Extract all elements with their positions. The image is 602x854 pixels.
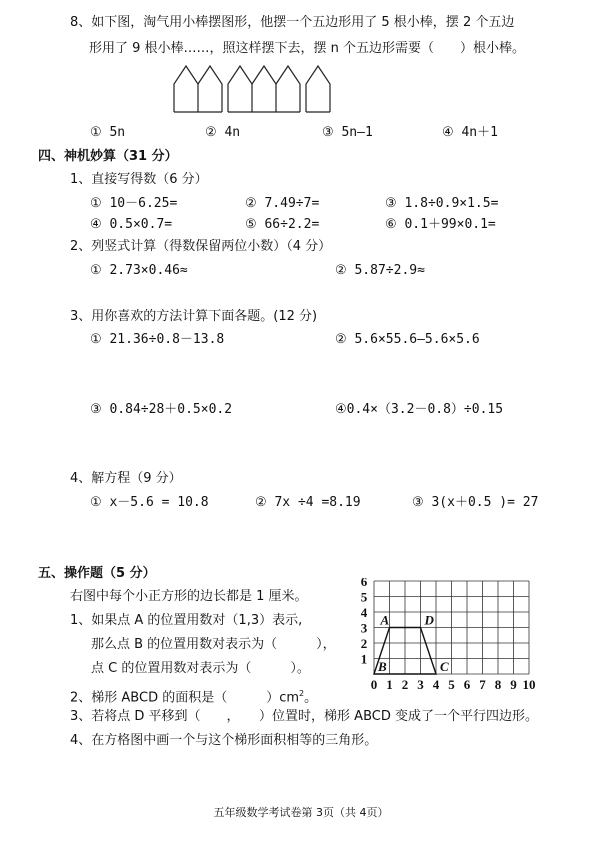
operation-q2-superscript: 2 — [299, 689, 305, 698]
operation-q3: 3、若将点 D 平移到（ ， ）位置时，梯形 ABCD 变成了一个平行四边形。 — [70, 709, 538, 724]
y-axis-label: 2 — [360, 636, 368, 651]
point-label-a: A — [380, 612, 390, 628]
pentagon-matchstick-figure — [172, 64, 342, 114]
part-3-title: 3、用你喜欢的方法计算下面各题。(12 分) — [70, 309, 318, 324]
method-calc-1: ① 21.36÷0.8－13.8 — [90, 332, 225, 347]
y-axis-label: 4 — [360, 605, 368, 620]
operation-q1-line-1: 1、如果点 A 的位置用数对（1,3）表示, — [70, 613, 303, 628]
coordinate-grid — [356, 578, 546, 700]
calc-item-3: ③ 1.8÷0.9×1.5= — [385, 196, 499, 211]
x-axis-label: 4 — [432, 677, 440, 692]
operation-q2-text: 2、梯形 ABCD 的面积是（ ）cm — [70, 690, 300, 706]
calc-item-1: ① 10－6.25= — [90, 196, 178, 211]
equation-1: ① x－5.6 = 10.8 — [90, 495, 209, 510]
operation-q1-line-3: 点 C 的位置用数对表示为（ ）。 — [91, 661, 310, 676]
y-axis-label: 5 — [360, 589, 368, 605]
operation-q1-line-2: 那么点 B 的位置用数对表示为（ ）， — [91, 637, 336, 652]
operation-intro: 右图中每个小正方形的边长都是 1 厘米。 — [70, 589, 308, 604]
y-axis-label: 6 — [360, 578, 368, 589]
method-calc-4: ④0.4×（3.2－0.8）÷0.15 — [335, 402, 504, 417]
x-axis-label: 9 — [510, 677, 517, 692]
section-4-title: 四、神机妙算（31 分） — [38, 149, 178, 164]
x-axis-label: 8 — [494, 677, 502, 692]
point-label-c: C — [440, 659, 449, 674]
operation-q2-end: 。 — [304, 690, 318, 706]
vertical-calc-2: ② 5.87÷2.9≈ — [335, 263, 425, 278]
method-calc-2: ② 5.6×55.6—5.6×5.6 — [335, 332, 480, 347]
part-1-title: 1、直接写得数（6 分） — [70, 172, 208, 187]
part-2-title: 2、列竖式计算（得数保留两位小数）（4 分） — [70, 239, 332, 254]
x-axis-label: 5 — [448, 677, 455, 692]
operation-q2 — [70, 685, 317, 707]
page-footer: 五年级数学考试卷第 3页（共 4页） — [213, 806, 389, 819]
x-axis-label: 1 — [386, 677, 393, 692]
method-calc-3: ③ 0.84÷28＋0.5×0.2 — [90, 402, 233, 417]
calc-item-6: ⑥ 0.1＋99×0.1= — [385, 217, 496, 232]
calc-item-4: ④ 0.5×0.7= — [90, 217, 173, 232]
q8-option-3: ③ 5n—1 — [322, 125, 373, 140]
q8-line-1: 8、如下图，淘气用小棒摆图形，他摆一个五边形用了 5 根小棒，摆 2 个五边 — [70, 15, 515, 30]
section-5-title: 五、操作题（5 分） — [38, 566, 156, 581]
equation-2: ② 7x ÷4 =8.19 — [255, 495, 361, 510]
q8-option-2: ② 4n — [205, 125, 241, 140]
y-axis-label: 3 — [360, 620, 368, 636]
point-label-d: D — [424, 612, 434, 628]
x-axis-label: 7 — [479, 677, 486, 692]
x-axis-label: 10 — [522, 677, 536, 692]
operation-q4: 4、在方格图中画一个与这个梯形面积相等的三角形。 — [70, 733, 378, 748]
x-axis-label: 3 — [417, 677, 424, 692]
y-axis-label: 1 — [360, 651, 368, 667]
vertical-calc-1: ① 2.73×0.46≈ — [90, 263, 188, 278]
calc-item-2: ② 7.49÷7= — [245, 196, 320, 211]
calc-item-5: ⑤ 66÷2.2= — [245, 217, 320, 232]
q8-line-2: 形用了 9 根小棒……，照这样摆下去，摆 n 个五边形需要（ ）根小棒。 — [89, 41, 526, 56]
q8-option-4: ④ 4n＋1 — [442, 125, 498, 140]
part-4-title: 4、解方程（9 分） — [70, 471, 182, 486]
x-axis-label: 2 — [401, 677, 409, 692]
q8-option-1: ① 5n — [90, 125, 126, 140]
point-label-b: B — [378, 659, 387, 674]
x-axis-label: 6 — [463, 677, 471, 692]
equation-3: ③ 3(x＋0.5 )= 27 — [412, 495, 539, 510]
x-axis-label: 0 — [370, 677, 378, 692]
